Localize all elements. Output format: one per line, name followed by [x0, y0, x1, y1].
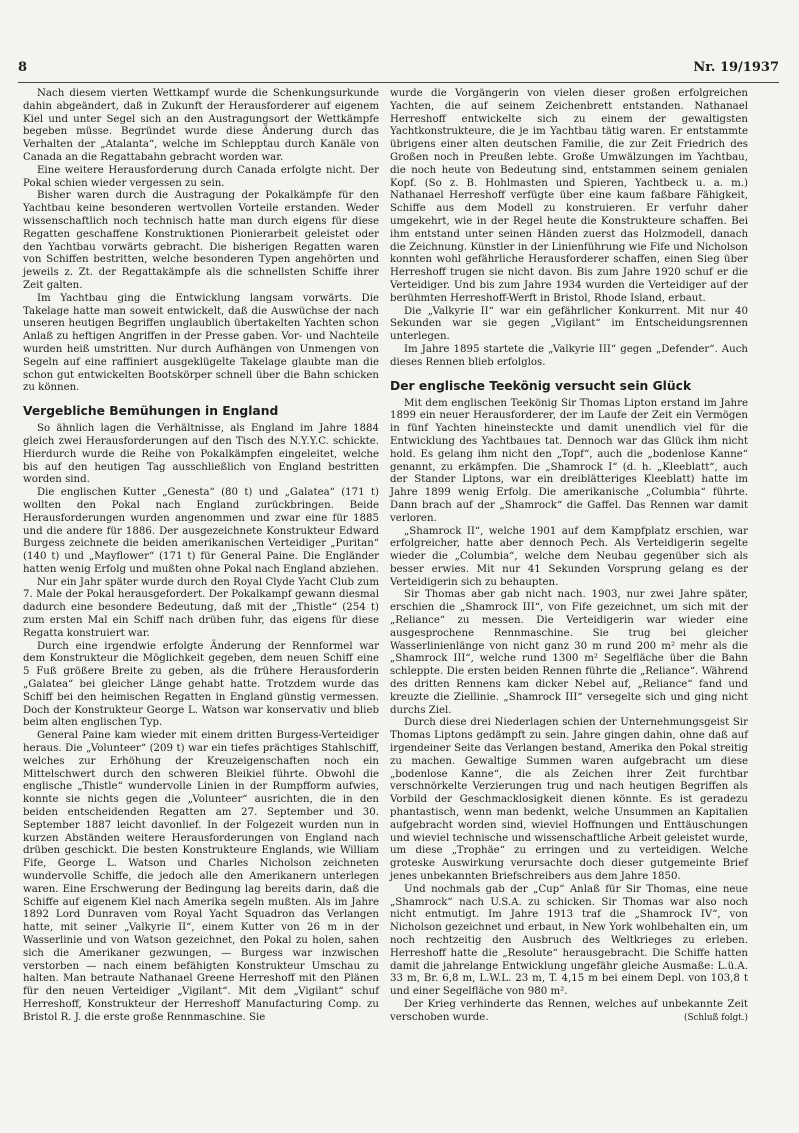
header-rule — [18, 82, 779, 83]
paragraph: Und nochmals gab der „Cup“ Anlaß für Sir Thomas, eine neue „Shamrock“ nach U.S.A. zu schicken. Sir Thomas war also noch nicht entmutigt. Im Jahre 1913 traf die „Shamrock IV“, von Nicholson gezeichnet und erbaut, in New York wohlbehalten ein, um noch rechtzeitig den Ausbruch des Weltkrieges zu erleben. Herreshoff hatte die „Resolute“ herausgebracht. Die Schiffe hatten damit die jahrelange Entwicklung ungefähr gleiche Ausmaße: L.ü.A. 33 m, Br. 6,8 m, L.W.L. 23 m, T. 4,15 m bei einem Depl. von 103,8 t und einer Segelfläche von 980 m². — [390, 883, 748, 998]
paragraph: Sir Thomas aber gab nicht nach. 1903, nur zwei Jahre später, erschien die „Shamrock III“, von Fife gezeichnet, um sich mit der „Reliance“ zu messen. Die Verteidigerin war wieder eine ausgesprochene Rennmaschine. Sie trug bei gleicher Wasserlinienlänge von nicht ganz 30 m rund 200 m² mehr als die „Shamrock III“, welche rund 1300 m² Segelfläche über die Bahn schleppte. Die ersten beiden Rennen führte die „Reliance“. Während des dritten Rennens kam dicker Nebel auf, „Reliance“ fand und kreuzte die Ziellinie. „Shamrock III“ versegelte sich und ging nicht durchs Ziel. — [390, 589, 748, 716]
paragraph: „Shamrock II“, welche 1901 auf dem Kampfplatz erschien, war erfolgreicher, hatte aber dennoch Pech. Als Verteidigerin segelte wieder die „Columbia“, welche dem Neubau gegenüber sich als besser erwies. Mit nur 41 Sekunden Vorsprung gelang es der Verteidigerin sich zu behaupten. — [390, 525, 748, 588]
right-column — [390, 88, 748, 1025]
paragraph: Im Jahre 1895 startete die „Valkyrie III“ gegen „Defender“. Auch dieses Rennen blieb erfolglos. — [390, 343, 748, 368]
left-column — [23, 88, 379, 1025]
paragraph — [390, 999, 748, 1025]
paragraph: So ähnlich lagen die Verhältnisse, als England im Jahre 1884 gleich zwei Herausforderungen auf den Tisch des N.Y.Y.C. schickte. Hierdurch wurde die Reihe von Pokalkämpfen eingeleitet, welche bis auf den heutigen Tag ausschließlich von England bestritten worden sind. — [23, 423, 379, 486]
section-heading: Vergebliche Bemühungen in England — [23, 404, 279, 419]
paragraph: Die englischen Kutter „Genesta“ (80 t) und „Galatea“ (171 t) wollten den Pokal nach England zurückbringen. Beide Herausforderungen wurden angenommen und zwar eine für 1885 und die andere für 1886. Der ausgezeichnete Konstrukteur Edward Burgess zeichnete die beiden amerikanischen Verteidiger „Puritan“ (140 t) und „Mayflower“ (171 t) für General Paine. Die Engländer hatten wenig Erfolg und mußten ohne Pokal nach England abziehen. — [23, 487, 379, 575]
paragraph: Nach diesem vierten Wettkampf wurde die Schenkungsurkunde dahin abgeändert, daß in Zukunft der Herausforderer auf eigenem Kiel und unter Segel sich an den Austragungsort der Wettkämpfe begeben müsse. Begründet wurde diese Änderung durch das Verhalten der „Atalanta“, welche im Schlepptau durch Kanäle von Canada an die Regattabahn gebracht worden war. — [23, 88, 379, 163]
paragraph: Im Yachtbau ging die Entwicklung langsam vorwärts. Die Takelage hatte man soweit entwickelt, daß die Auswüchse der nach unseren heutigen Begriffen unglaublich übertakelten Yachten schon Anlaß zu heftigen Angriffen in der Presse gaben. Vor- und Nachteile wurden heiß umstritten. Nur durch Aufhängen von Unmengen von Segeln auf eine raffiniert ausgeklügelte Takelage glaubte man die schon gut entwickelten Bootskörper schnell über die Bahn schicken zu können. — [23, 292, 379, 394]
paragraph: Die „Valkyrie II“ war ein gefährlicher Konkurrent. Mit nur 40 Sekunden war sie gegen „Vigilant“ im Entscheidungsrennen unterlegen. — [390, 305, 748, 343]
paragraph: General Paine kam wieder mit einem dritten Burgess-Verteidiger heraus. Die „Volunteer“ (209 t) war ein tiefes prächtiges Stahlschiff, welches zur Erhöhung der Kreuzeigenschaften noch ein Mittelschwert durch den schweren Bleikiel führte. Obwohl die englische „Thistle“ wundervolle Linien in der Rumpfform aufwies, konnte sie nichts gegen die „Volunteer“ ausrichten, die in den beiden entscheidenden Regatten am 27. September und 30. September 1887 leicht davonlief. In der Folgezeit wurden nun in kurzen Abständen weitere Herausforderungen von England nach drüben geschickt. Die besten Konstrukteure Englands, wie William Fife, George L. Watson und Charles Nicholson zeichneten wundervolle Schiffe, die jedoch alle den Amerikanern unterlegen waren. Eine Erschwerung der Bedingung lag bereits darin, daß die Schiffe auf eigenem Kiel nach Amerika segeln mußten. Als im Jahre 1892 Lord Dunraven vom Royal Yacht Squadron das Verlangen hatte, mit seiner „Valkyrie II“, einem Kutter von 26 m in der Wasserlinie und von Watson gezeichnet, den Pokal zu holen, sahen sich die Amerikaner gezwungen, — Burgess war inzwischen verstorben — nach einem befähigten Konstrukteur Umschau zu halten. Man betraute Nathanael Greene Herreshoff mit den Plänen für den neuen Verteidiger „Vigilant“. Mit dem „Vigilant“ schuf Herreshoff, Konstrukteur der Herreshoff Manufacturing Comp. zu Bristol R. J. die erste große Rennmaschine. Sie — [23, 730, 379, 1023]
page-number: 8 — [18, 60, 28, 75]
section-heading: Der englische Teekönig versucht sein Glück — [390, 378, 692, 393]
paragraph-text: Der Krieg verhinderte das Rennen, welches auf unbekannte Zeit verschoben wurde. — [390, 998, 748, 1023]
paragraph: wurde die Vorgängerin von vielen dieser großen erfolgreichen Yachten, die auf seinem Zeichenbrett entstanden. Nathanael Herreshoff entwickelte sich zu einem der gewaltigsten Yachtkonstrukteure, die je im Yachtbau tätig waren. Er entstammte übrigens einer alten deutschen Familie, die zur Zeit Friedrich des Großen noch in Preußen lebte. Große Umwälzungen im Yachtbau, die noch heute von Bedeutung sind, entstammen seinem genialen Kopf. (So z. B. Hohlmasten und Spieren, Yachtbeck u. a. m.) Nathanael Herreshoff verfügte über eine kaum faßbare Fähigkeit, Schiffe aus dem Modell zu konstruieren. Er verfuhr daher umgekehrt, wie in der Regel heute die Konstrukteure schaffen. Bei ihm entstand unter seinen Händen zuerst das Holzmodell, danach die Zeichnung. Künstler in der Linienführung wie Fife und Nicholson konnten wohl gefährliche Herausforderer schaffen, einen Sieg über Herreshoff trugen sie nicht davon. Bis zum Jahre 1920 schuf er die Verteidiger. Und bis zum Jahre 1934 wurden die Verteidiger auf der berühmten Herreshoff-Werft in Bristol, Rhode Island, erbaut. — [390, 88, 748, 304]
paragraph: Mit dem englischen Teekönig Sir Thomas Lipton erstand im Jahre 1899 ein neuer Herausforderer, der im Laufe der Zeit ein Vermögen in fünf Yachten hineinsteckte und damit unendlich viel für die Entwicklung des Yachtbaues tat. Dennoch war das Glück ihm nicht hold. Es gelang ihm nicht den „Topf“, auch die „bodenlose Kanne“ genannt, zu erkämpfen. Die „Shamrock I“ (d. h. „Kleeblatt“, auch der Stander Liptons, war ein dreiblätteriges Kleeblatt) hatte im Jahre 1899 wenig Erfolg. Die amerikanische „Columbia“ führte. Dann brach auf der „Shamrock“ die Gaffel. Das Rennen war damit verloren. — [390, 397, 748, 524]
paragraph: Durch diese drei Niederlagen schien der Unternehmungsgeist Sir Thomas Liptons gedämpft zu sein. Jahre gingen dahin, ohne daß auf irgendeiner Seite das Verlangen bestand, Amerika den Pokal streitig zu machen. Gewaltige Summen waren aufgebracht um diese „bodenlose Kanne“, die als Zeichen ihrer Zeit furchtbar verschnörkelte Verzierungen trug und nach heutigen Begriffen als Vorbild der Geschmacklosigkeit dienen könnte. Es ist geradezu phantastisch, wenn man bedenkt, welche Unsummen an Kapitalien aufgebracht worden sind, wieviel Hoffnungen und Enttäuschungen und wieviel technische und wissenschaftliche Arbeit geleistet wurde, um diese „Trophäe“ zu erringen und zu verteidigen. Welche groteske Auswirkung verursachte doch dieser gutgemeinte Brief jenes unbekannten Briefschreibers aus dem Jahre 1850. — [390, 717, 748, 883]
paragraph: Eine weitere Herausforderung durch Canada erfolgte nicht. Der Pokal schien wieder vergessen zu sein. — [23, 164, 379, 189]
paragraph: Durch eine irgendwie erfolgte Änderung der Rennformel war dem Konstrukteur die Möglichkeit gegeben, dem neuen Schiff eine 5 Fuß größere Breite zu geben, als die frühere Herausforderin „Galatea“ bei gleicher Länge gehabt hatte. Trotzdem wurde das Schiff bei den heimischen Regatten in England günstig vermessen. Doch der Konstrukteur George L. Watson war konservativ und blieb beim alten englischen Typ. — [23, 640, 379, 729]
paragraph: Nur ein Jahr später wurde durch den Royal Clyde Yacht Club zum 7. Male der Pokal herausgefordert. Der Pokalkampf gewann diesmal dadurch eine besondere Bedeutung, daß mit der „Thistle“ (254 t) zum ersten Mal ein Schiff nach drüben fuhr, das eigens für diese Regatta konstruiert war. — [23, 576, 379, 639]
issue-label: Nr. 19/1937 — [693, 60, 779, 75]
paragraph: Bisher waren durch die Austragung der Pokalkämpfe für den Yachtbau keine besonderen wertvollen Vorteile erstanden. Weder wissenschaftlich noch technisch hatte man durch eigens für diese Regatten geschaffene Konstruktionen Pionierarbeit geleistet oder den Yachtbau vorwärts gebracht. Die bisherigen Regatten waren von Schiffen bestritten, welche besonderen Typen angehörten und jeweils z. Zt. der Regattakämpfe als die schnellsten Schiffe ihrer Zeit galten. — [23, 190, 379, 291]
continued-note: (Schluß folgt.) — [684, 1012, 748, 1023]
page-header — [18, 60, 779, 80]
